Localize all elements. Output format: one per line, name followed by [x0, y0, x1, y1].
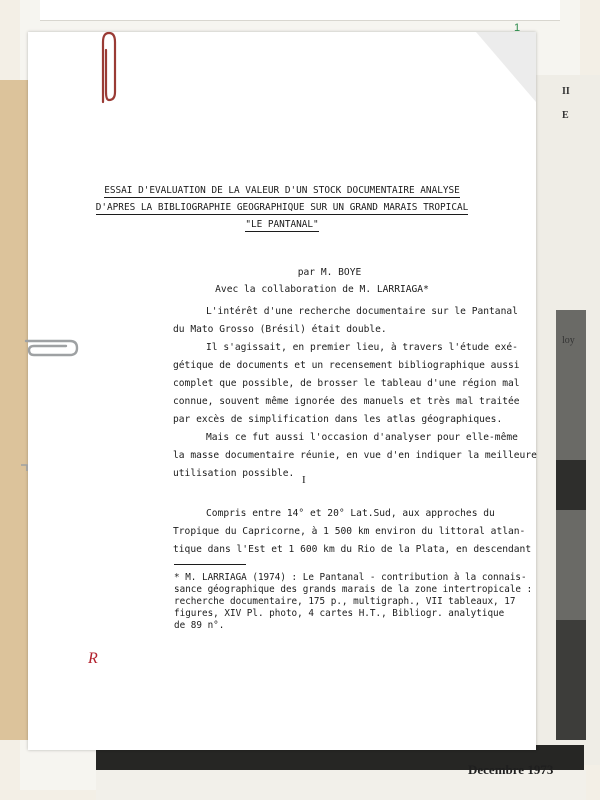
staple-icon — [19, 463, 29, 473]
paragraph-line: du Mato Grosso (Brésil) était double. — [173, 324, 387, 335]
paragraph-line: par excès de simplification dans les atlas géographiques. — [173, 414, 503, 425]
footnote-line: figures, XIV Pl. photo, 4 cartes H.T., Bibliogr. analytique — [174, 608, 505, 619]
section-line: Tropique du Capricorne, à 1 500 km environ du littoral atlan- — [173, 526, 526, 537]
paragraph-line: L'intérêt d'une recherche documentaire sur le Pantanal — [206, 306, 518, 317]
title-line-2: D'APRES LA BIBLIOGRAPHIE GEOGRAPHIQUE SUR UN GRAND MARAIS TROPICAL — [95, 202, 469, 213]
corner-number: 1 — [514, 22, 521, 34]
title-line-1: ESSAI D'EVALUATION DE LA VALEUR D'UN STOCK DOCUMENTAIRE ANALYSE — [104, 185, 460, 196]
photo-strip-dark — [556, 460, 586, 510]
paragraph-line: Il s'agissait, en premier lieu, à travers l'étude exé- — [206, 342, 518, 353]
top-paper-edge — [40, 0, 560, 21]
cardboard-folder — [0, 80, 30, 740]
paragraph-line: utilisation possible. — [173, 468, 295, 479]
author-line: par M. BOYE — [297, 267, 362, 278]
collaboration-line: Avec la collaboration de M. LARRIAGA* — [215, 284, 429, 295]
section-line: Compris entre 14° et 20° Lat.Sud, aux approches du — [206, 508, 495, 519]
side-fragment-3: loy — [562, 335, 575, 346]
title-line-3: "LE PANTANAL" — [245, 219, 319, 230]
handwritten-initials: R — [88, 650, 98, 667]
footnote-line: sance géographique des grands marais de la zone intertropicale : — [174, 584, 533, 595]
torn-corner — [476, 32, 536, 102]
date-label: Decembre 1973 — [468, 762, 554, 777]
footnote-line: recherche documentaire, 175 p., multigraph., VII tableaux, 17 — [174, 596, 516, 607]
author-block — [28, 264, 536, 298]
document-title — [28, 182, 536, 233]
footnote-line: de 89 n°. — [174, 620, 225, 631]
paperclip-side-icon — [24, 333, 80, 363]
paragraph-line: connue, souvent même ignorée des manuels et très mal traitée — [173, 396, 520, 407]
paragraph-line: gétique de documents et un recensement bibliographique aussi — [173, 360, 520, 371]
paragraph-line: Mais ce fut aussi l'occasion d'analyser pour elle-même — [206, 432, 518, 443]
paragraph-line: la masse documentaire réunie, en vue d'en indiquer la meilleure — [173, 450, 537, 461]
document-page — [28, 32, 536, 750]
paperclip-icon — [96, 30, 120, 105]
footnote-rule — [174, 564, 246, 565]
footnote-line: * M. LARRIAGA (1974) : Le Pantanal - contribution à la connais- — [174, 572, 527, 583]
section-number: I — [302, 474, 306, 486]
photo-strip-bottom — [556, 620, 586, 740]
paragraph-line: complet que possible, de brosser le tableau d'une région mal — [173, 378, 520, 389]
side-fragment-1: II — [562, 86, 570, 97]
section-line: tique dans l'Est et 1 600 km du Rio de la Plata, en descendant — [173, 544, 532, 555]
side-fragment-2: E — [562, 110, 569, 121]
